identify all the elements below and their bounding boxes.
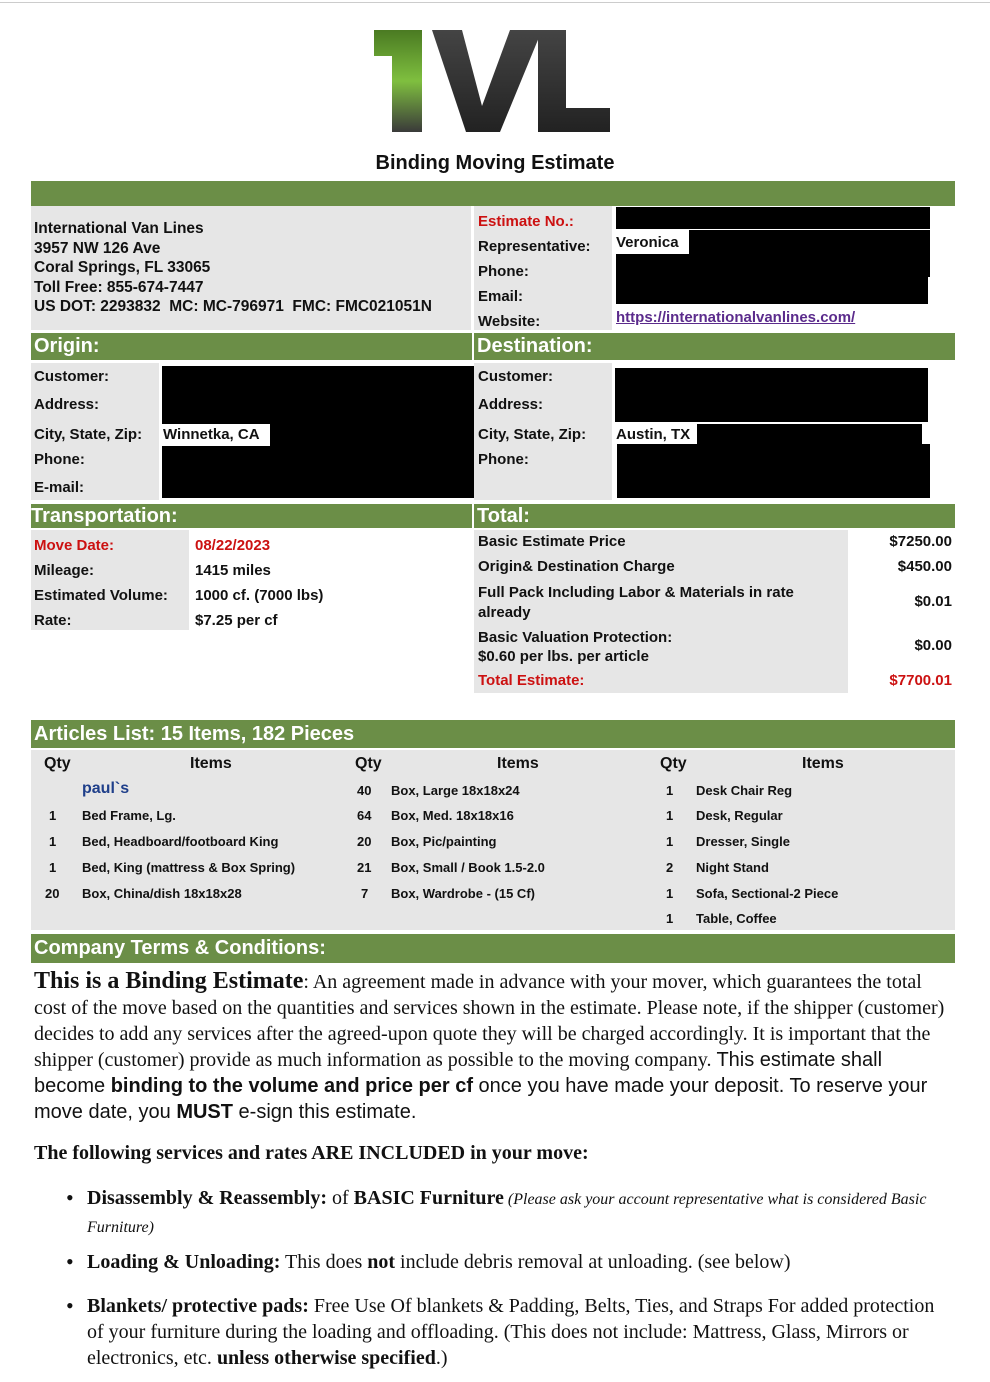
list-item: Desk Chair Reg [696, 783, 793, 798]
col3-items-header: Items [802, 755, 844, 772]
bullet-2-b: not [367, 1251, 396, 1273]
articles-header: Articles List: 15 Items, 182 Pieces [31, 720, 955, 748]
list-item: Desk, Regular [696, 808, 783, 823]
company-address-2: Coral Springs, FL 33065 [34, 259, 211, 276]
bullet-3-b: unless otherwise specified [216, 1347, 436, 1369]
terms-text-1: : An agreement made in advance with your mover, which guarantees the total cost of the move based on the quantities and services shown in the estimate. Please note, if the shipper (customer) decides to add any services after the agreed-upon quote they will be charged accordingly. It is important that the shipper (customer) provide as much information as possible to the moving company. [34, 971, 945, 1071]
company-info [34, 219, 432, 317]
origin-header: Origin: [31, 333, 472, 360]
destination-city-label: City, State, Zip: [478, 426, 587, 443]
mileage-label: Mileage: [34, 562, 95, 579]
company-name: International Van Lines [34, 220, 204, 237]
list-item-room: paul`s [82, 780, 130, 797]
redacted-destination-customer [615, 368, 928, 422]
bullet-1-b: BASIC Furniture [353, 1187, 504, 1209]
bullet-3-c: .) [435, 1347, 448, 1369]
destination-city-value: Austin, TX [616, 426, 691, 443]
fullpack-label: Full Pack Including Labor & Materials in rate already [478, 584, 794, 621]
terms-header: Company Terms & Conditions: [31, 934, 955, 963]
document-title: Binding Moving Estimate [375, 152, 615, 174]
website-label: Website: [478, 313, 541, 330]
basic-estimate-label: Basic Estimate Price [478, 533, 626, 550]
redacted-estimate-no [616, 207, 930, 229]
bullet-1-c: (Please ask your account representative what is considered Basic Furniture) [87, 1191, 927, 1236]
website-link[interactable]: https://internationalvanlines.com/ [616, 309, 856, 326]
bullet-1-a: of [327, 1187, 354, 1209]
terms-paragraph [34, 968, 954, 1125]
list-item-qty: 40 [357, 783, 372, 798]
bullet-3-bold: Blankets/ protective pads: [87, 1295, 309, 1317]
origin-address-label: Address: [34, 396, 100, 413]
list-item-qty: 1 [49, 834, 57, 849]
bullet-1-bold: Disassembly & Reassembly: [87, 1187, 327, 1209]
redacted-destination-contact [617, 444, 930, 498]
company-address-1: 3957 NW 126 Ave [34, 239, 161, 257]
origin-phone-label: Phone: [34, 451, 85, 468]
list-item: Table, Coffee [696, 911, 777, 926]
transport-values [195, 533, 323, 633]
valuation-label-line1: Basic Valuation Protection: [478, 629, 673, 646]
list-item-qty: 1 [666, 886, 674, 901]
list-item-qty: 1 [666, 911, 674, 926]
terms-text-5: MUST [176, 1101, 233, 1123]
volume-label: Estimated Volume: [34, 587, 168, 604]
origin-customer-label: Customer: [34, 368, 110, 385]
representative-value: Veronica [616, 234, 679, 251]
col2-items-header: Items [497, 755, 539, 772]
list-item-qty: 20 [45, 886, 60, 901]
terms-text-2: This estimate shall become [34, 1049, 883, 1097]
basic-estimate-value: $7250.00 [889, 533, 952, 550]
estimate-labels [478, 209, 591, 334]
valuation-label-line2: $0.60 per lbs. per article [478, 648, 649, 665]
mileage-value: 1415 miles [195, 562, 271, 579]
list-item-qty: 1 [666, 834, 674, 849]
representative-label: Representative: [478, 238, 591, 255]
bullet-disassembly [70, 1185, 950, 1241]
move-date-label: Move Date: [34, 537, 115, 554]
list-item: Bed, Headboard/footboard King [82, 834, 279, 849]
total-header: Total: [474, 504, 955, 528]
fullpack-value: $0.01 [914, 593, 952, 610]
bullet-loading [70, 1249, 950, 1275]
redacted-origin-customer [162, 366, 474, 424]
list-item-qty: 1 [666, 783, 674, 798]
bullet-blankets [70, 1293, 950, 1371]
od-charge-value: $450.00 [897, 558, 952, 575]
od-charge-label: Origin& Destination Charge [478, 558, 675, 575]
rep-phone-label: Phone: [478, 263, 529, 280]
logo-graphic [370, 26, 615, 138]
list-item: Dresser, Single [696, 834, 790, 849]
included-heading: The following services and rates ARE INCLUDED in your move: [34, 1142, 589, 1164]
valuation-label [478, 628, 672, 666]
total-estimate-value: $7700.01 [889, 672, 952, 689]
list-item: Bed Frame, Lg. [82, 808, 176, 823]
bullet-2-c: include debris removal at unloading. (see below) [395, 1251, 791, 1273]
company-ids: US DOT: 2293832 MC: MC-796971 FMC: FMC021051N [34, 298, 432, 315]
destination-phone-label: Phone: [478, 451, 529, 468]
volume-value: 1000 cf. (7000 lbs) [195, 587, 324, 604]
destination-customer-label: Customer: [478, 368, 554, 385]
list-item-qty: 21 [357, 860, 372, 875]
rate-label: Rate: [34, 612, 72, 629]
list-item: Bed, King (mattress & Box Spring) [82, 860, 296, 875]
col3-qty-header: Qty [660, 755, 687, 772]
rate-value: $7.25 per cf [195, 612, 278, 629]
origin-city-label: City, State, Zip: [34, 426, 143, 443]
list-item-qty: 1 [666, 808, 674, 823]
terms-text-3: binding to the volume and price per cf [110, 1075, 473, 1097]
list-item-qty: 64 [357, 808, 372, 823]
redacted-origin-zip [270, 424, 474, 446]
company-logo [370, 26, 615, 138]
top-rule [0, 2, 990, 3]
list-item-qty: 20 [357, 834, 372, 849]
estimate-no-label: Estimate No.: [478, 213, 574, 230]
origin-city-value: Winnetka, CA [163, 426, 260, 443]
list-item-qty: 2 [666, 860, 674, 875]
terms-text-6: e-sign this estimate. [232, 1101, 417, 1123]
destination-header: Destination: [474, 333, 955, 360]
valuation-value: $0.00 [914, 637, 952, 654]
bullet-2-a: This does [280, 1251, 368, 1273]
bullet-3-a: Free Use Of blankets & Padding, Belts, Ties, and Straps For added protection of your furniture during the loading and offloading. (This does not include: Mattress, Glass, Mirrors or electronics, etc. [87, 1295, 935, 1369]
redacted-destination-zip [697, 424, 922, 444]
origin-email-label: E-mail: [34, 479, 85, 496]
col2-qty-header: Qty [355, 755, 382, 772]
list-item: Box, Wardrobe - (15 Cf) [391, 886, 535, 901]
destination-address-label: Address: [478, 396, 544, 413]
redacted-rep-email [616, 254, 928, 304]
company-tollfree: Toll Free: 855-674-7447 [34, 278, 204, 296]
list-item-qty: 1 [49, 808, 57, 823]
list-item: Box, Pic/painting [391, 834, 497, 849]
col1-qty-header: Qty [44, 755, 71, 772]
list-item: Box, China/dish 18x18x28 [82, 886, 242, 901]
list-item-qty: 7 [361, 886, 369, 901]
col1-items-header: Items [190, 755, 232, 772]
binding-title: This is a Binding Estimate [34, 968, 304, 994]
transportation-header: Transportation: [31, 504, 472, 528]
terms-text-4: once you have made your deposit. To reserve your move date, you [34, 1075, 928, 1123]
list-item: Night Stand [696, 860, 769, 875]
total-estimate-label: Total Estimate: [478, 672, 585, 689]
list-item: Box, Small / Book 1.5-2.0 [391, 860, 545, 875]
redacted-origin-contact [162, 446, 475, 498]
list-item-qty: 1 [49, 860, 57, 875]
move-date-value: 08/22/2023 [195, 537, 271, 554]
rep-email-label: Email: [478, 288, 524, 305]
list-item: Box, Large 18x18x24 [391, 783, 520, 798]
header-bar [31, 181, 955, 206]
list-item: Box, Med. 18x18x16 [391, 808, 514, 823]
transport-labels [34, 533, 168, 633]
bullet-2-bold: Loading & Unloading: [87, 1251, 281, 1273]
list-item: Sofa, Sectional-2 Piece [696, 886, 839, 901]
